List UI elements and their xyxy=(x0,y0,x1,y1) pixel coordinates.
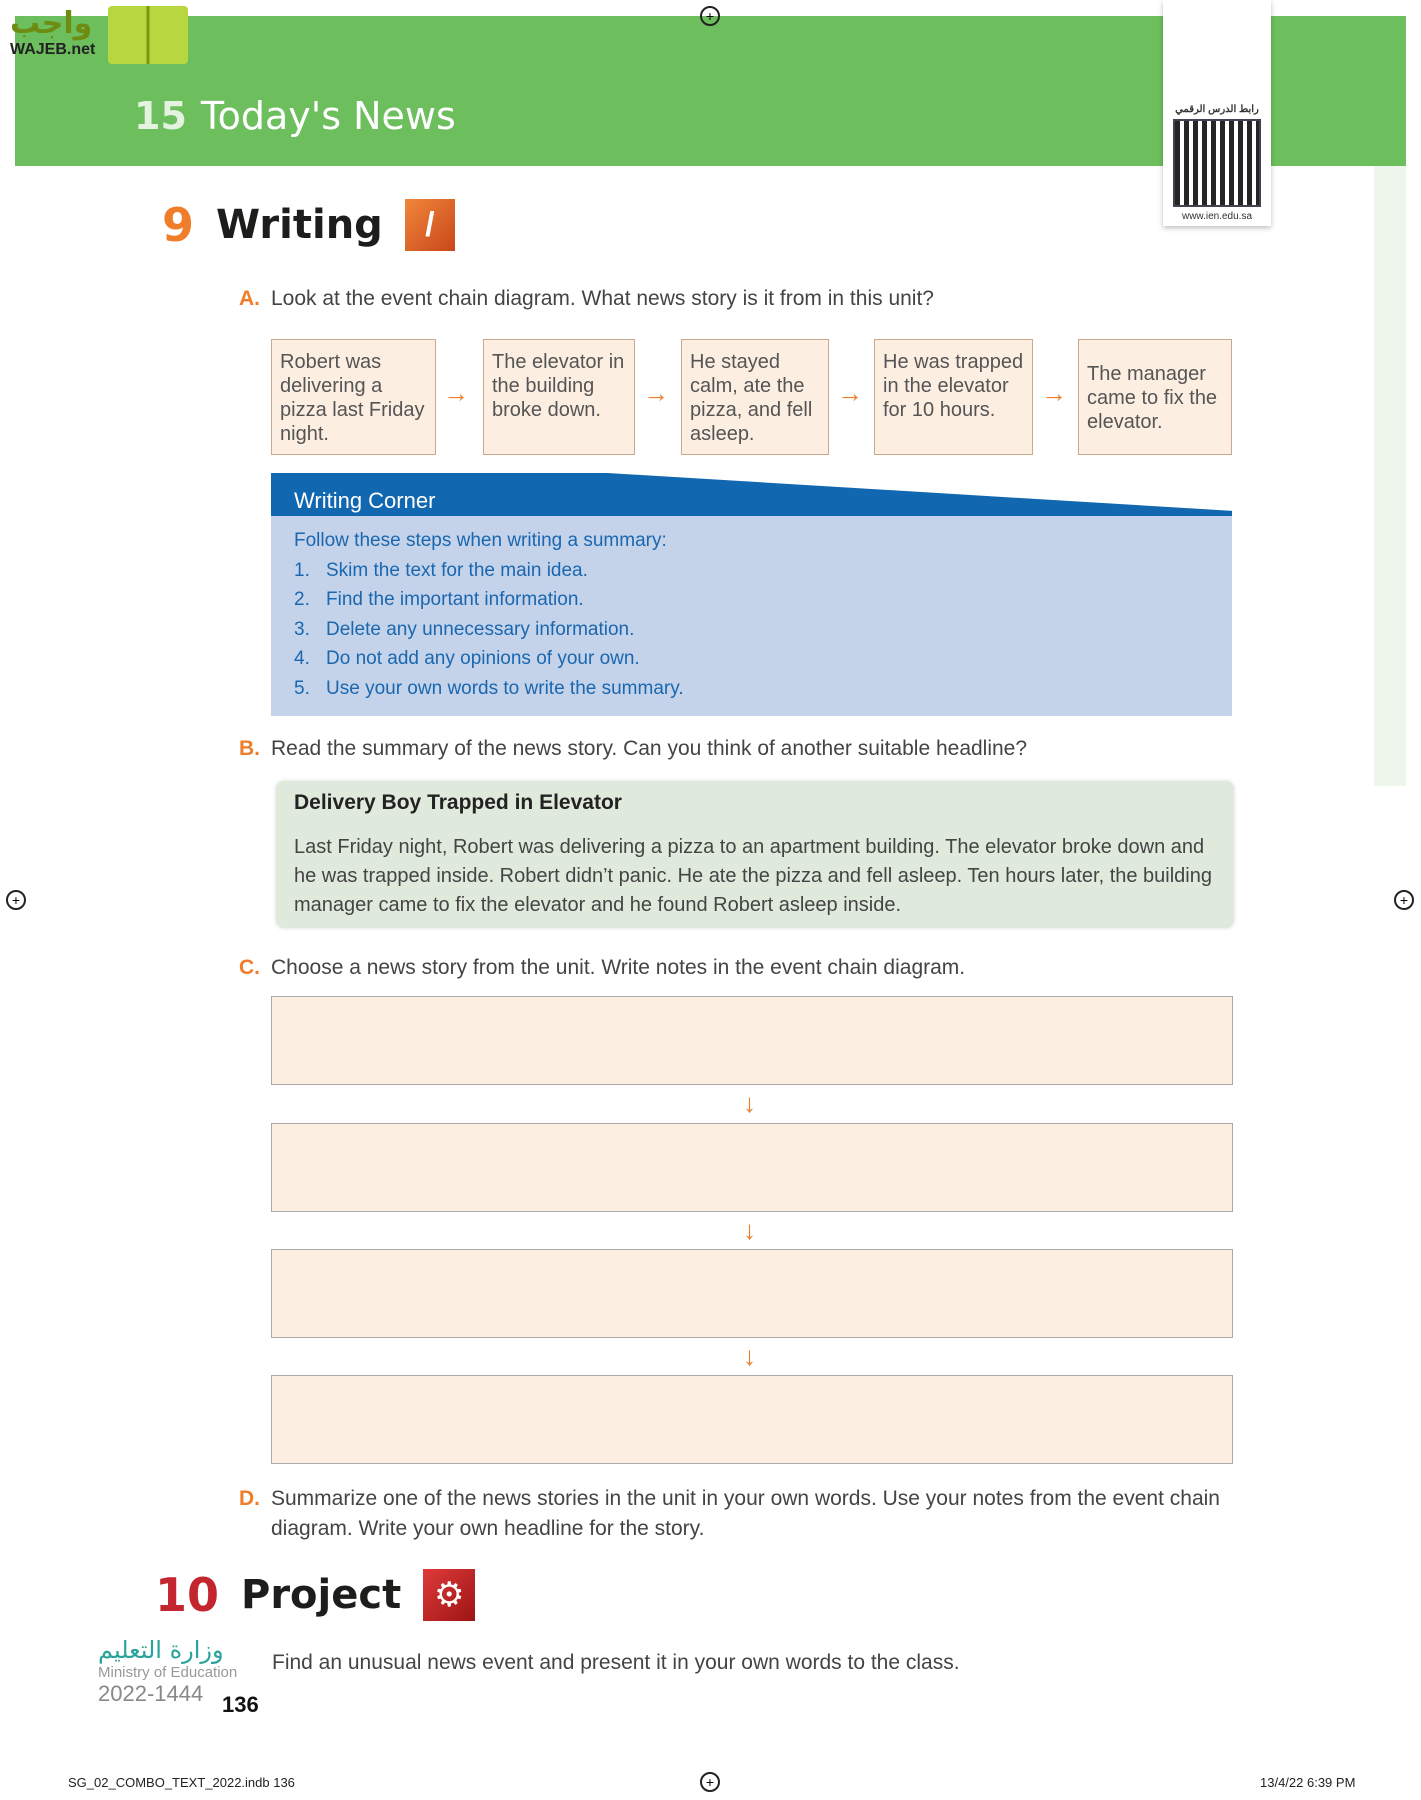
ministry-logo xyxy=(98,1636,237,1707)
question-text: Look at the event chain diagram. What news story is it from in this unit? xyxy=(271,287,934,310)
step-number: 4. xyxy=(294,648,310,669)
ministry-year: 2022-1444 xyxy=(98,1681,204,1706)
step-item xyxy=(294,644,1209,674)
event-note-box[interactable] xyxy=(271,1249,1233,1338)
step-text: Delete any unnecessary information. xyxy=(326,618,635,640)
section-project-heading xyxy=(155,1568,475,1622)
unit-number: 15 xyxy=(134,94,187,138)
section-number: 10 xyxy=(155,1568,220,1622)
step-text: Do not add any opinions of your own. xyxy=(326,648,640,669)
footer-file: SG_02_COMBO_TEXT_2022.indb 136 xyxy=(68,1775,295,1790)
registration-mark-icon: + xyxy=(6,890,26,910)
section-writing-heading xyxy=(162,198,455,252)
step-item xyxy=(294,674,1209,704)
wajeb-logo xyxy=(10,6,95,59)
step-text: Skim the text for the main idea. xyxy=(326,559,588,581)
registration-mark-icon: + xyxy=(700,6,720,26)
step-number: 1. xyxy=(294,559,310,581)
writing-corner xyxy=(271,473,1232,716)
arrow-down-icon: ↓ xyxy=(743,1215,756,1245)
qr-code-icon[interactable] xyxy=(1173,119,1261,207)
footer-date: 13/4/22 6:39 PM xyxy=(1260,1775,1356,1790)
step-number: 3. xyxy=(294,618,310,640)
book-icon xyxy=(108,6,188,64)
chain-box: Robert was delivering a pizza last Friday night. xyxy=(271,339,436,455)
question-text: Choose a news story from the unit. Write notes in the event chain diagram. xyxy=(271,956,966,979)
arrow-down-icon: ↓ xyxy=(743,1341,756,1371)
step-item xyxy=(294,615,1209,645)
qr-label: رابط الدرس الرقمي xyxy=(1175,104,1259,115)
chain-box: He stayed calm, ate the pizza, and fell asleep. xyxy=(681,339,829,455)
question-text: Summarize one of the news stories in the unit in your own words. Use your notes from the event chain diagram. Write your own headline for the story. xyxy=(271,1487,1220,1540)
event-note-box[interactable] xyxy=(271,1123,1233,1212)
section-title: Project xyxy=(241,1572,402,1618)
event-note-box[interactable] xyxy=(271,1375,1233,1464)
arrow-right-icon: → xyxy=(1041,378,1067,408)
chain-box: He was trapped in the elevator for 10 hours. xyxy=(874,339,1033,455)
step-number: 5. xyxy=(294,677,310,699)
question-text: Read the summary of the news story. Can you think of another suitable headline? xyxy=(271,737,1028,760)
question-b xyxy=(239,737,1027,761)
registration-mark-icon: + xyxy=(700,1772,720,1792)
writing-corner-intro: Follow these steps when writing a summary: xyxy=(294,530,667,551)
gears-icon: ⚙ xyxy=(423,1569,475,1621)
pencil-icon: / xyxy=(405,199,455,251)
chain-box: The manager came to fix the elevator. xyxy=(1078,339,1232,455)
summary-box xyxy=(276,781,1234,928)
question-letter: B. xyxy=(239,737,260,760)
question-letter: A. xyxy=(239,287,260,310)
question-d xyxy=(239,1484,1239,1544)
logo-arabic: واجب xyxy=(10,6,93,41)
writing-corner-title: Writing Corner xyxy=(294,488,436,513)
question-letter: D. xyxy=(239,1487,260,1510)
step-number: 2. xyxy=(294,589,310,610)
section-title: Writing xyxy=(216,202,383,248)
project-instruction xyxy=(272,1651,960,1675)
section-number: 9 xyxy=(162,198,195,252)
question-c xyxy=(239,956,965,980)
unit-title-text: Today's News xyxy=(200,94,456,138)
step-text: Find the important information. xyxy=(326,589,584,610)
chain-box: The elevator in the building broke down. xyxy=(483,339,635,455)
logo-latin: WAJEB.net xyxy=(10,41,96,58)
question-a xyxy=(239,287,934,311)
writing-corner-body xyxy=(271,516,1232,716)
arrow-right-icon: → xyxy=(837,378,863,408)
event-note-box[interactable] xyxy=(271,996,1233,1085)
step-item xyxy=(294,556,1209,586)
project-text: Find an unusual news event and present it in your own words to the class. xyxy=(272,1651,960,1674)
summary-headline: Delivery Boy Trapped in Elevator xyxy=(294,791,622,814)
qr-url[interactable]: www.ien.edu.sa xyxy=(1181,211,1253,222)
ministry-english: Ministry of Education xyxy=(98,1664,238,1681)
step-text: Use your own words to write the summary. xyxy=(326,677,684,699)
ministry-arabic: وزارة التعليم xyxy=(98,1636,224,1664)
arrow-right-icon: → xyxy=(443,378,469,408)
arrow-down-icon: ↓ xyxy=(743,1088,756,1118)
registration-mark-icon: + xyxy=(1394,890,1414,910)
unit-title xyxy=(134,94,456,138)
step-item xyxy=(294,585,1209,615)
question-letter: C. xyxy=(239,956,260,979)
side-strip xyxy=(1374,166,1406,786)
arrow-right-icon: → xyxy=(643,378,669,408)
page-number: 136 xyxy=(222,1692,259,1717)
qr-card[interactable] xyxy=(1163,0,1271,226)
summary-text: Last Friday night, Robert was delivering a pizza to an apartment building. The elevator broke down and he was trapped inside. Robert didn’t panic. He ate the pizza and fell asleep. Ten hours later, the building manager came to fix the elevator and he found Robert asleep inside. xyxy=(294,836,1212,916)
